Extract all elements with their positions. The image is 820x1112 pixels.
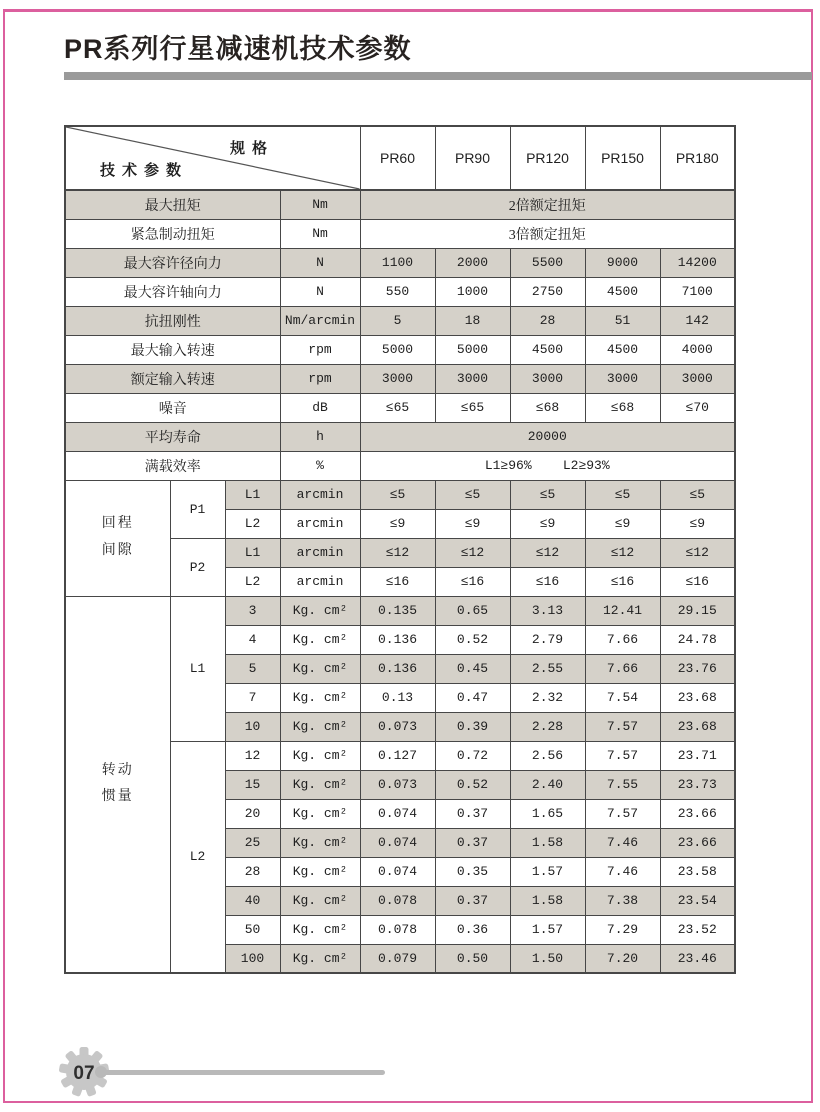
value-cell: ≤16 bbox=[510, 567, 585, 596]
value-cell: 0.078 bbox=[360, 915, 435, 944]
value-cell: 0.074 bbox=[360, 828, 435, 857]
value-cell: 0.37 bbox=[435, 828, 510, 857]
value-cell: 3000 bbox=[510, 364, 585, 393]
level-cell: L2 bbox=[225, 509, 280, 538]
value-cell: 0.65 bbox=[435, 596, 510, 625]
unit-cell: Nm bbox=[280, 190, 360, 219]
value-cell: ≤5 bbox=[510, 480, 585, 509]
merged-value-cell: 20000 bbox=[360, 422, 735, 451]
value-cell: 0.52 bbox=[435, 625, 510, 654]
unit-cell: arcmin bbox=[280, 538, 360, 567]
unit-cell: Kg. cm² bbox=[280, 625, 360, 654]
value-cell: 7.54 bbox=[585, 683, 660, 712]
value-cell: ≤9 bbox=[360, 509, 435, 538]
unit-cell: arcmin bbox=[280, 480, 360, 509]
unit-cell: h bbox=[280, 422, 360, 451]
unit-cell: Nm bbox=[280, 219, 360, 248]
value-cell: 29.15 bbox=[660, 596, 735, 625]
ratio-cell: 5 bbox=[225, 654, 280, 683]
value-cell: 0.135 bbox=[360, 596, 435, 625]
value-cell: 4500 bbox=[585, 277, 660, 306]
param-label-cell: 最大容许径向力 bbox=[65, 248, 280, 277]
value-cell: 0.13 bbox=[360, 683, 435, 712]
unit-cell: dB bbox=[280, 393, 360, 422]
page-number: 07 bbox=[73, 1063, 95, 1084]
value-cell: 23.52 bbox=[660, 915, 735, 944]
table-row bbox=[65, 219, 735, 248]
value-cell: ≤9 bbox=[435, 509, 510, 538]
spec-table-wrapper bbox=[64, 125, 736, 974]
value-cell: 0.136 bbox=[360, 625, 435, 654]
value-cell: 0.72 bbox=[435, 741, 510, 770]
value-cell: ≤9 bbox=[510, 509, 585, 538]
value-cell: 3000 bbox=[660, 364, 735, 393]
unit-cell: Kg. cm² bbox=[280, 741, 360, 770]
param-label-cell: 噪音 bbox=[65, 393, 280, 422]
ratio-cell: 4 bbox=[225, 625, 280, 654]
value-cell: ≤68 bbox=[585, 393, 660, 422]
value-cell: ≤12 bbox=[435, 538, 510, 567]
value-cell: ≤5 bbox=[660, 480, 735, 509]
merged-value-cell: L1≥96% L2≥93% bbox=[360, 451, 735, 480]
value-cell: 23.46 bbox=[660, 944, 735, 973]
param-label-cell: 平均寿命 bbox=[65, 422, 280, 451]
value-cell: 23.58 bbox=[660, 857, 735, 886]
unit-cell: Kg. cm² bbox=[280, 886, 360, 915]
unit-cell: N bbox=[280, 277, 360, 306]
ratio-cell: 3 bbox=[225, 596, 280, 625]
value-cell: 7.66 bbox=[585, 625, 660, 654]
p-class-cell: P2 bbox=[170, 538, 225, 596]
value-cell: 3000 bbox=[585, 364, 660, 393]
value-cell: 0.37 bbox=[435, 886, 510, 915]
footer-line bbox=[103, 1070, 385, 1075]
table-row bbox=[65, 190, 735, 219]
value-cell: 5 bbox=[360, 306, 435, 335]
value-cell: ≤12 bbox=[510, 538, 585, 567]
value-cell: 1000 bbox=[435, 277, 510, 306]
table-row bbox=[65, 277, 735, 306]
table-row bbox=[65, 596, 735, 625]
value-cell: 1100 bbox=[360, 248, 435, 277]
group-label-cell bbox=[65, 596, 170, 973]
model-header-cell: PR90 bbox=[435, 126, 510, 190]
value-cell: ≤68 bbox=[510, 393, 585, 422]
unit-cell: Kg. cm² bbox=[280, 654, 360, 683]
value-cell: 7.57 bbox=[585, 741, 660, 770]
value-cell: 0.136 bbox=[360, 654, 435, 683]
unit-cell: % bbox=[280, 451, 360, 480]
unit-cell: Kg. cm² bbox=[280, 770, 360, 799]
table-row bbox=[65, 480, 735, 509]
model-header-cell: PR150 bbox=[585, 126, 660, 190]
value-cell: 2.40 bbox=[510, 770, 585, 799]
param-label-cell: 抗扭刚性 bbox=[65, 306, 280, 335]
value-cell: 24.78 bbox=[660, 625, 735, 654]
value-cell: 0.073 bbox=[360, 770, 435, 799]
value-cell: 2.55 bbox=[510, 654, 585, 683]
unit-cell: rpm bbox=[280, 364, 360, 393]
level-group-cell: L1 bbox=[170, 596, 225, 741]
value-cell: ≤12 bbox=[585, 538, 660, 567]
param-label-cell: 额定输入转速 bbox=[65, 364, 280, 393]
value-cell: 2.28 bbox=[510, 712, 585, 741]
model-header-cell: PR120 bbox=[510, 126, 585, 190]
ratio-cell: 7 bbox=[225, 683, 280, 712]
value-cell: ≤70 bbox=[660, 393, 735, 422]
value-cell: 1.65 bbox=[510, 799, 585, 828]
unit-cell: rpm bbox=[280, 335, 360, 364]
value-cell: 0.39 bbox=[435, 712, 510, 741]
unit-cell: Kg. cm² bbox=[280, 857, 360, 886]
unit-cell: Nm/arcmin bbox=[280, 306, 360, 335]
value-cell: ≤9 bbox=[660, 509, 735, 538]
value-cell: 2.56 bbox=[510, 741, 585, 770]
value-cell: 7100 bbox=[660, 277, 735, 306]
value-cell: 7.20 bbox=[585, 944, 660, 973]
value-cell: ≤5 bbox=[585, 480, 660, 509]
value-cell: ≤5 bbox=[360, 480, 435, 509]
unit-cell: Kg. cm² bbox=[280, 712, 360, 741]
corner-header-cell bbox=[65, 126, 360, 190]
value-cell: 23.66 bbox=[660, 799, 735, 828]
value-cell: 0.35 bbox=[435, 857, 510, 886]
level-cell: L1 bbox=[225, 480, 280, 509]
value-cell: 3.13 bbox=[510, 596, 585, 625]
value-cell: 0.52 bbox=[435, 770, 510, 799]
model-header-cell: PR60 bbox=[360, 126, 435, 190]
ratio-cell: 100 bbox=[225, 944, 280, 973]
table-row bbox=[65, 422, 735, 451]
param-label-cell: 最大容许轴向力 bbox=[65, 277, 280, 306]
value-cell: 23.54 bbox=[660, 886, 735, 915]
value-cell: 0.078 bbox=[360, 886, 435, 915]
title-underline-bar bbox=[64, 72, 812, 80]
value-cell: 0.50 bbox=[435, 944, 510, 973]
ratio-cell: 10 bbox=[225, 712, 280, 741]
value-cell: 23.68 bbox=[660, 712, 735, 741]
value-cell: 7.57 bbox=[585, 799, 660, 828]
value-cell: 5000 bbox=[435, 335, 510, 364]
unit-cell: arcmin bbox=[280, 567, 360, 596]
unit-cell: N bbox=[280, 248, 360, 277]
value-cell: 0.36 bbox=[435, 915, 510, 944]
table-row bbox=[65, 364, 735, 393]
value-cell: 2.79 bbox=[510, 625, 585, 654]
value-cell: 0.074 bbox=[360, 857, 435, 886]
value-cell: 18 bbox=[435, 306, 510, 335]
corner-spec-label: 规格 bbox=[230, 141, 275, 157]
value-cell: 23.71 bbox=[660, 741, 735, 770]
param-label-cell: 紧急制动扭矩 bbox=[65, 219, 280, 248]
value-cell: ≤16 bbox=[660, 567, 735, 596]
value-cell: 1.50 bbox=[510, 944, 585, 973]
table-header-row bbox=[65, 126, 735, 190]
value-cell: 0.073 bbox=[360, 712, 435, 741]
p-class-cell: P1 bbox=[170, 480, 225, 538]
value-cell: ≤9 bbox=[585, 509, 660, 538]
ratio-cell: 20 bbox=[225, 799, 280, 828]
param-label-cell: 最大输入转速 bbox=[65, 335, 280, 364]
value-cell: 3000 bbox=[435, 364, 510, 393]
unit-cell: Kg. cm² bbox=[280, 944, 360, 973]
value-cell: 0.127 bbox=[360, 741, 435, 770]
merged-value-cell: 3倍额定扭矩 bbox=[360, 219, 735, 248]
level-group-cell: L2 bbox=[170, 741, 225, 973]
value-cell: 0.45 bbox=[435, 654, 510, 683]
ratio-cell: 25 bbox=[225, 828, 280, 857]
value-cell: 4000 bbox=[660, 335, 735, 364]
value-cell: ≤65 bbox=[360, 393, 435, 422]
table-row bbox=[65, 306, 735, 335]
level-cell: L1 bbox=[225, 538, 280, 567]
param-label-cell: 满载效率 bbox=[65, 451, 280, 480]
value-cell: 550 bbox=[360, 277, 435, 306]
table-row bbox=[65, 248, 735, 277]
spec-table bbox=[64, 125, 736, 974]
value-cell: 7.57 bbox=[585, 712, 660, 741]
unit-cell: arcmin bbox=[280, 509, 360, 538]
unit-cell: Kg. cm² bbox=[280, 828, 360, 857]
table-row bbox=[65, 451, 735, 480]
table-row bbox=[65, 335, 735, 364]
value-cell: 51 bbox=[585, 306, 660, 335]
ratio-cell: 50 bbox=[225, 915, 280, 944]
value-cell: 7.55 bbox=[585, 770, 660, 799]
value-cell: 23.68 bbox=[660, 683, 735, 712]
value-cell: 1.58 bbox=[510, 828, 585, 857]
value-cell: 28 bbox=[510, 306, 585, 335]
value-cell: 23.73 bbox=[660, 770, 735, 799]
level-cell: L2 bbox=[225, 567, 280, 596]
value-cell: ≤12 bbox=[660, 538, 735, 567]
value-cell: ≤65 bbox=[435, 393, 510, 422]
value-cell: 7.66 bbox=[585, 654, 660, 683]
param-label-cell: 最大扭矩 bbox=[65, 190, 280, 219]
value-cell: ≤12 bbox=[360, 538, 435, 567]
unit-cell: Kg. cm² bbox=[280, 683, 360, 712]
value-cell: 7.38 bbox=[585, 886, 660, 915]
ratio-cell: 28 bbox=[225, 857, 280, 886]
unit-cell: Kg. cm² bbox=[280, 915, 360, 944]
model-header-cell: PR180 bbox=[660, 126, 735, 190]
value-cell: 23.66 bbox=[660, 828, 735, 857]
value-cell: 1.57 bbox=[510, 857, 585, 886]
value-cell: 14200 bbox=[660, 248, 735, 277]
value-cell: 4500 bbox=[585, 335, 660, 364]
value-cell: 5000 bbox=[360, 335, 435, 364]
value-cell: 0.47 bbox=[435, 683, 510, 712]
value-cell: 7.29 bbox=[585, 915, 660, 944]
value-cell: 4500 bbox=[510, 335, 585, 364]
table-row bbox=[65, 393, 735, 422]
value-cell: ≤16 bbox=[435, 567, 510, 596]
value-cell: 142 bbox=[660, 306, 735, 335]
value-cell: 5500 bbox=[510, 248, 585, 277]
value-cell: 7.46 bbox=[585, 828, 660, 857]
value-cell: 1.58 bbox=[510, 886, 585, 915]
merged-value-cell: 2倍额定扭矩 bbox=[360, 190, 735, 219]
value-cell: 2.32 bbox=[510, 683, 585, 712]
value-cell: 12.41 bbox=[585, 596, 660, 625]
value-cell: 3000 bbox=[360, 364, 435, 393]
value-cell: 1.57 bbox=[510, 915, 585, 944]
value-cell: 2750 bbox=[510, 277, 585, 306]
ratio-cell: 15 bbox=[225, 770, 280, 799]
unit-cell: Kg. cm² bbox=[280, 799, 360, 828]
value-cell: 23.76 bbox=[660, 654, 735, 683]
value-cell: 2000 bbox=[435, 248, 510, 277]
value-cell: ≤16 bbox=[585, 567, 660, 596]
ratio-cell: 12 bbox=[225, 741, 280, 770]
value-cell: ≤16 bbox=[360, 567, 435, 596]
corner-param-label: 技术参数 bbox=[100, 163, 189, 179]
page-title: PR系列行星减速机技术参数 bbox=[64, 34, 412, 64]
group-label-cell bbox=[65, 480, 170, 596]
value-cell: 0.079 bbox=[360, 944, 435, 973]
value-cell: 0.37 bbox=[435, 799, 510, 828]
ratio-cell: 40 bbox=[225, 886, 280, 915]
inertia-group-label: 转动惯量 bbox=[101, 762, 134, 805]
value-cell: 9000 bbox=[585, 248, 660, 277]
unit-cell: Kg. cm² bbox=[280, 596, 360, 625]
value-cell: ≤5 bbox=[435, 480, 510, 509]
backlash-group-label: 回程间隙 bbox=[101, 516, 134, 558]
value-cell: 0.074 bbox=[360, 799, 435, 828]
value-cell: 7.46 bbox=[585, 857, 660, 886]
